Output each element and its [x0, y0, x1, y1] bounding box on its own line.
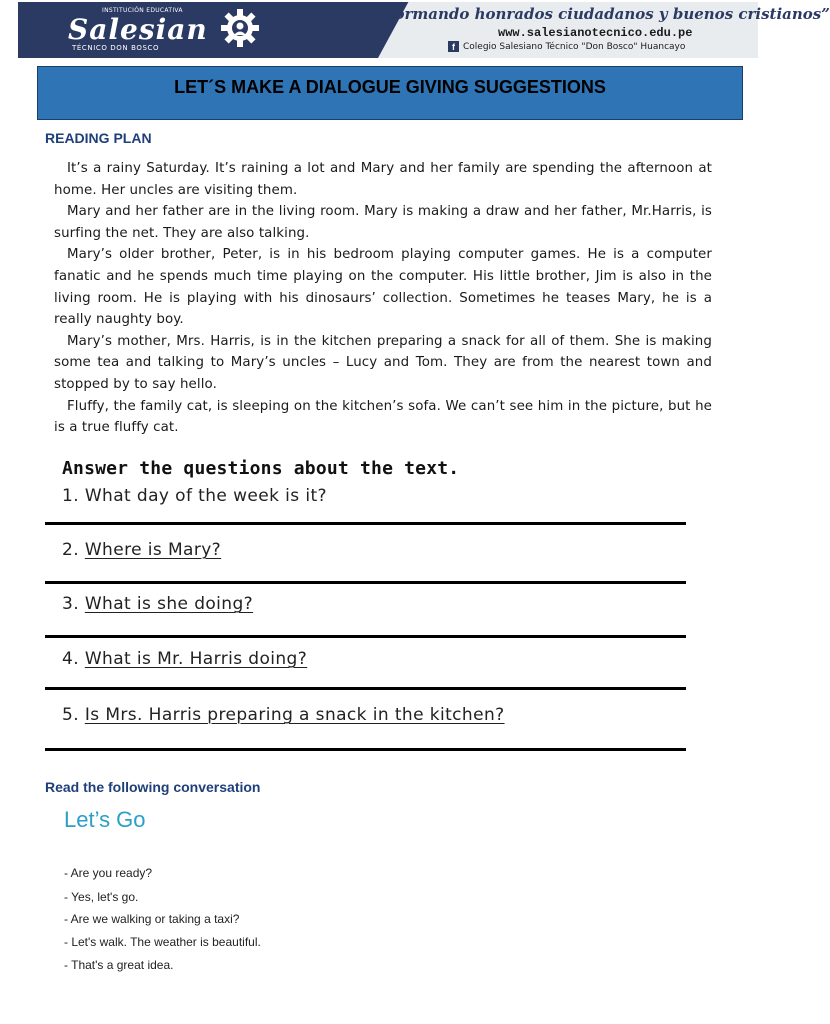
- conversation-line: - Are we walking or taking a taxi?: [64, 912, 240, 926]
- question-number: 2.: [62, 540, 80, 560]
- questions-title: Answer the questions about the text.: [62, 458, 460, 479]
- conversation-title: Let’s Go: [64, 807, 146, 832]
- question-number: 5.: [62, 705, 80, 725]
- question-3: [62, 594, 253, 614]
- answer-line-2[interactable]: [45, 581, 686, 584]
- conversation-line: - That's a great idea.: [64, 958, 174, 972]
- reading-text: [54, 158, 712, 439]
- logo-sub-text: TÉCNICO DON BOSCO: [72, 44, 160, 52]
- answer-line-3[interactable]: [45, 635, 686, 638]
- answer-line-5[interactable]: [45, 748, 686, 751]
- conversation-line: - Let's walk. The weather is beautiful.: [64, 935, 261, 949]
- question-2: [62, 540, 221, 560]
- reading-plan-heading: READING PLAN: [45, 130, 152, 146]
- answer-line-1[interactable]: [45, 522, 686, 525]
- answer-line-4[interactable]: [45, 687, 686, 690]
- reading-paragraph: It’s a rainy Saturday. It’s raining a lot and Mary and her family are spending the afternoon at home. Her uncles are visiting them.: [54, 161, 712, 198]
- question-text: What is she doing?: [84, 594, 254, 614]
- school-website: www.salesianotecnico.edu.pe: [498, 26, 693, 40]
- school-motto: “Formando honrados ciudadanos y buenos cristianos”: [376, 5, 830, 23]
- question-number: 4.: [62, 649, 80, 669]
- school-logo: [64, 6, 264, 54]
- facebook-icon: f: [448, 41, 459, 52]
- question-5: [62, 705, 505, 725]
- conversation-heading: Read the following conversation: [45, 779, 261, 795]
- gear-icon: [220, 8, 260, 48]
- reading-paragraph: Fluffy, the family cat, is sleeping on the kitchen’s sofa. We can’t see him in the picture, but he is a true fluffy cat.: [54, 398, 712, 436]
- facebook-page-name: Colegio Salesiano Técnico "Don Bosco" Huancayo: [463, 41, 686, 52]
- question-text: What day of the week is it?: [84, 486, 327, 506]
- question-1: [62, 486, 327, 506]
- reading-paragraph: Mary’s older brother, Peter, is in his bedroom playing computer games. He is a computer fanatic and he spends much time playing on the computer. His little brother, Jim is also in the living room. He is playing with his dinosaurs’ collection. Sometimes he teases Mary, he is a really naughty boy.: [54, 247, 712, 328]
- worksheet-title: LET´S MAKE A DIALOGUE GIVING SUGGESTIONS: [174, 76, 606, 97]
- question-number: 1.: [62, 486, 80, 506]
- conversation-line: - Yes, let's go.: [64, 890, 139, 904]
- school-header-banner: [18, 2, 830, 58]
- logo-main-text: Salesian: [68, 13, 208, 46]
- question-4: [62, 649, 307, 669]
- question-number: 3.: [62, 594, 80, 614]
- reading-paragraph: Mary and her father are in the living room. Mary is making a draw and her father, Mr.Harris, is surfing the net. They are also talking.: [54, 204, 712, 241]
- question-text: Is Mrs. Harris preparing a snack in the kitchen?: [84, 705, 505, 725]
- question-text: Where is Mary?: [84, 540, 222, 560]
- logo-small-text: INSTITUCIÓN EDUCATIVA: [102, 7, 183, 14]
- conversation-line: - Are you ready?: [64, 866, 153, 880]
- facebook-line: [448, 41, 685, 52]
- worksheet-title-box: [37, 66, 743, 120]
- reading-paragraph: Mary’s mother, Mrs. Harris, is in the kitchen preparing a snack for all of them. She is making some tea and talking to Mary’s uncles – Lucy and Tom. They are from the nearest town and stopped by to say hello.: [54, 333, 712, 392]
- question-text: What is Mr. Harris doing?: [84, 649, 308, 669]
